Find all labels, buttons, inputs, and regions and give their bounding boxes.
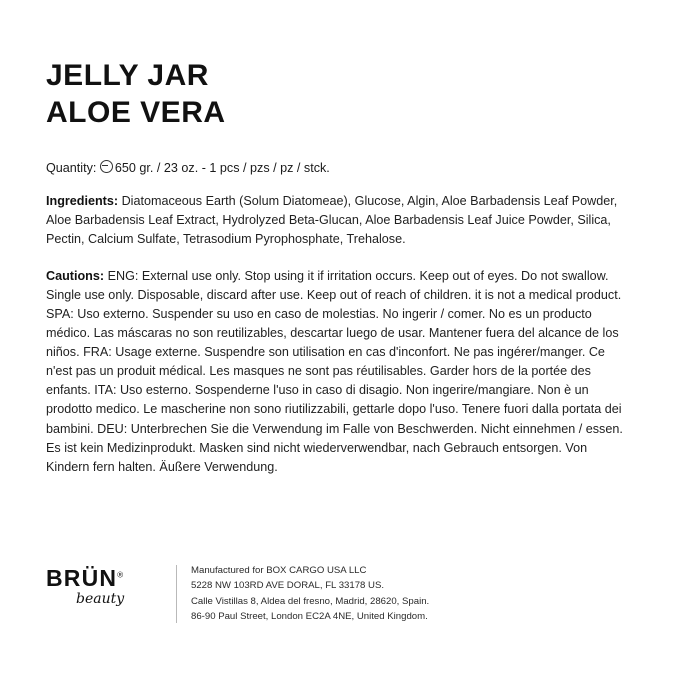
cautions-text: ENG: External use only. Stop using it if irritation occurs. Keep out of eyes. Do not swallow. Single use only. Disposable, discard after use. Keep out of reach of children. it is not a medical product. SPA: Uso externo. Suspender su uso en caso de molestias. No ingerir / comer. No es un producto médico. Las máscaras no son reutilizables, descartar luego de usar. Mantener fuera del alcance de los niños. FRA: Usage externe. Suspendre son utilisation en cas d'inconfort. Ne pas ingérer/manger. Ce n'est pas un produit médical. Les masques ne sont pas réutilisables. Garder hors de la portée des enfants. ITA: Uso esterno. Sospenderne l'uso in caso di disagio. Non ingerire/mangiare. Non è un prodotto medico. Le mascherine non sono riutilizzabili, gettarle dopo l'uso. Tenere fuori dalla portata dei bambini. DEU: Unterbrechen Sie die Verwendung im Falle von Beschwerden. Nicht einnehmen / essen. Es ist kein Medizinprodukt. Masken sind nicht wiederverwendbar, nach Gebrauch entsorgen. Von Kindern fern halten. Äußere Verwendung. <box>46 268 623 474</box>
product-title-line-1: JELLY JAR <box>46 59 209 92</box>
brand-name-text: BRÜN <box>46 564 118 591</box>
ingredients-section <box>46 192 633 249</box>
footer-divider <box>176 565 177 623</box>
quantity-label: Quantity: <box>46 161 97 176</box>
ingredients-label: Ingredients: <box>46 194 119 209</box>
registered-trademark-icon: ® <box>117 570 124 580</box>
manufacturer-address <box>191 563 429 625</box>
manufacturer-line-3: Calle Vistillas 8, Aldea del fresno, Madrid, 28620, Spain. <box>191 595 430 607</box>
quantity-value: 650 gr. / 23 oz. - 1 pcs / pzs / pz / stck. <box>114 161 330 176</box>
net-weight-icon <box>100 160 113 173</box>
cautions-section <box>46 267 633 478</box>
page-title <box>46 58 633 131</box>
manufacturer-line-1: Manufactured for BOX CARGO USA LLC <box>191 564 367 576</box>
brand-tagline: beauty <box>76 590 125 607</box>
manufacturer-line-2: 5228 NW 103RD AVE DORAL, FL 33178 US. <box>191 580 385 592</box>
manufacturer-line-4: 86-90 Paul Street, London EC2A 4NE, United Kingdom. <box>191 611 428 623</box>
quantity-row <box>46 159 633 178</box>
cautions-label: Cautions: <box>46 268 105 283</box>
footer <box>46 563 633 625</box>
brand-logo <box>46 563 176 606</box>
brand-name <box>46 564 124 591</box>
product-title-line-2: ALOE VERA <box>46 95 226 129</box>
ingredients-text: Diatomaceous Earth (Solum Diatomeae), Glucose, Algin, Aloe Barbadensis Leaf Powder, Aloe Barbadensis Leaf Extract, Hydrolyzed Beta-Glucan, Aloe Barbadensis Leaf Juice Powder, Silica, Pectin, Calcium Sulfate, Tetrasodium Pyrophosphate, Trehalose. <box>46 194 618 247</box>
